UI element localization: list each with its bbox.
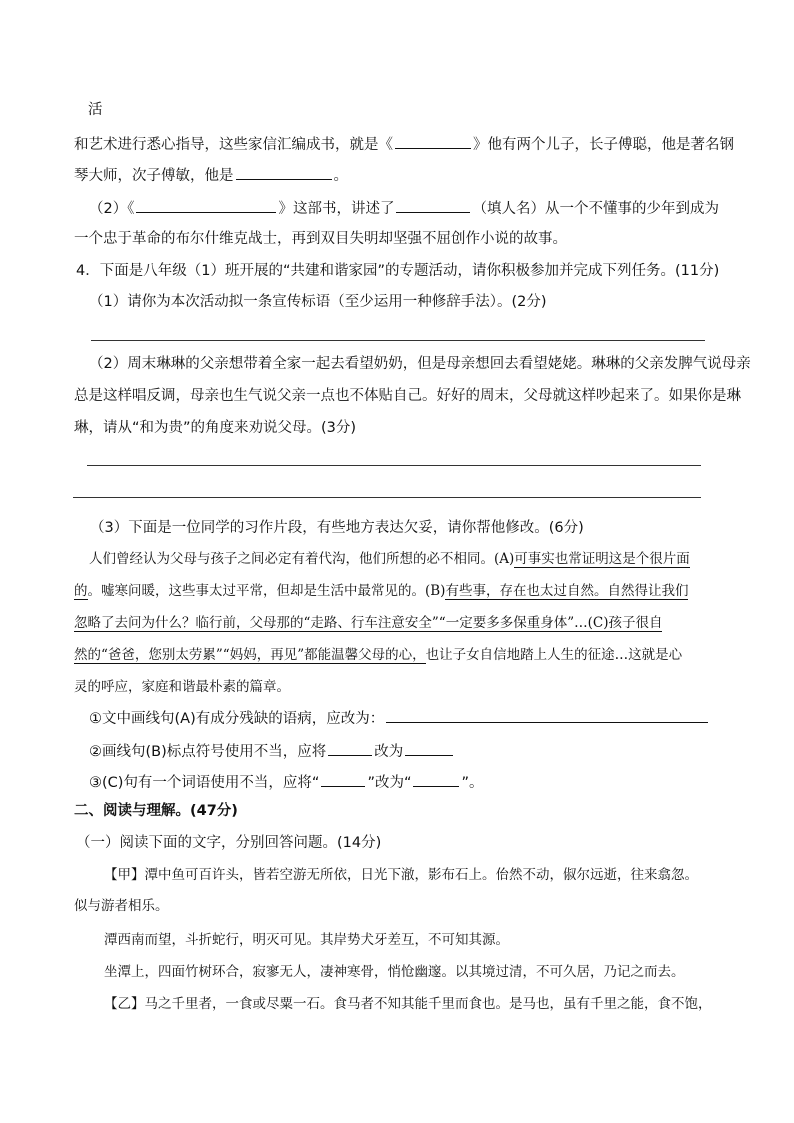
text-segment: ③(C)句有一个词语使用不当，应将“ (89, 775, 320, 791)
text-segment: 琴大师，次子傅敏，他是 (74, 168, 234, 184)
text-segment: （2）《 (89, 201, 135, 217)
answer-blank[interactable] (321, 771, 365, 787)
answer-blank[interactable] (413, 771, 459, 787)
answer-blank[interactable] (405, 740, 453, 756)
answer-blank[interactable] (136, 197, 276, 213)
section-title: 二、阅读与理解。(47分) (74, 803, 238, 819)
text-line (89, 740, 455, 762)
answer-line[interactable] (87, 465, 701, 466)
passage-line: 潭西南而望，斗折蛇行，明灭可见。其岸势犬牙差互，不可知其源。 (104, 932, 509, 948)
text-segment: 》他有两个儿子，长子傅聪，他是著名钢 (473, 137, 734, 153)
passage-line: 似与游者相乐。 (74, 898, 169, 914)
answer-line[interactable] (91, 340, 705, 341)
text-line: 总是这样唱反调，母亲也生气说父亲一点也不体贴自己。好好的周末，父母就这样吵起来了。如果你是琳 (74, 388, 741, 404)
text-segment: 和艺术进行悉心指导，这些家信汇编成书，就是《 (74, 137, 393, 153)
passage-line (74, 581, 688, 601)
underlined-sentence-b: 有些事，存在也太过自然。自然得让我们 (445, 583, 689, 599)
answer-blank[interactable] (396, 197, 470, 213)
text-segment: 》这部书，讲述了 (278, 201, 395, 217)
text-line: 一个忠于革命的布尔什维克战士，再到双目失明却坚强不屈创作小说的故事。 (74, 231, 567, 247)
text-segment: ①文中画线句(A)有成分残缺的语病，应改为： (89, 711, 385, 727)
text-line (74, 164, 348, 186)
answer-blank[interactable] (236, 164, 332, 180)
answer-line[interactable] (73, 497, 701, 498)
text-segment: （填人名）从一个不懂事的少年到成为 (472, 201, 719, 217)
text-line: （2）周末琳琳的父亲想带着全家一起去看望奶奶，但是母亲想回去看望姥姥。琳琳的父亲发脾气说母亲 (89, 356, 751, 372)
passage-line: 灵的呼应，家庭和谐最朴素的篇章。 (74, 679, 290, 695)
passage-line (89, 549, 690, 569)
underlined-sentence-b: 忽略了去问为什么？临行前，父母那的“走路、行车注意安全”“一定要多多保重身体”…(C) (74, 615, 609, 631)
text-segment: 改为 (374, 744, 404, 760)
text-line (74, 133, 734, 155)
underlined-sentence-c: 孩子很自 (608, 615, 663, 631)
text-line (89, 197, 719, 219)
text-segment: 也让子女自信地踏上人生的征途…这就是心 (425, 647, 683, 663)
question-part: （1）请你为本次活动拟一条宣传标语（至少运用一种修辞手法）。(2分) (89, 294, 547, 310)
question-part: （3）下面是一位同学的习作片段，有些地方表达欠妥，请你帮他修改。(6分) (90, 520, 584, 536)
text-segment: 。 (333, 168, 348, 184)
subsection-title: （一）阅读下面的文字，分别回答问题。(14分) (76, 835, 382, 851)
underlined-sentence-c: 然的“爸爸，您别太劳累”“妈妈，再见”都能温馨父母的心， (74, 647, 426, 663)
underlined-sentence-a: 的 (74, 583, 88, 599)
answer-blank[interactable] (328, 740, 372, 756)
text-line: 琳，请从“和为贵”的角度来劝说父母。(3分) (74, 420, 357, 436)
passage-line: 【甲】潭中鱼可百许头，皆若空游无所依，日光下澈，影布石上。佁然不动，俶尔远逝，往来翕忽。 (104, 867, 698, 883)
text-line (89, 771, 484, 793)
underlined-sentence-a: 可事实也常证明这是个很片面 (514, 551, 690, 567)
passage-line: 坐潭上，四面竹树环合，寂寥无人，凄神寒骨，悄怆幽邃。以其境过清，不可久居，乃记之而去。 (104, 964, 685, 980)
text-segment: ②画线句(B)标点符号使用不当，应将 (89, 744, 327, 760)
question-title: 4．下面是八年级（1）班开展的“共建和谐家园”的专题活动，请你积极参加并完成下列任务。(11分) (76, 263, 720, 279)
answer-blank[interactable] (386, 707, 708, 723)
text-line (89, 707, 710, 729)
text-segment: 人们曾经认为父母与孩子之间必定有着代沟，他们所想的必不相同。(A) (89, 551, 515, 567)
passage-line (74, 613, 662, 633)
passage-line (74, 645, 682, 665)
text-segment: 。嘘寒问暖，这些事太过平常，但却是生活中最常见的。(B) (87, 583, 446, 599)
passage-line: 【乙】马之千里者，一食或尽粟一石。食马者不知其能千里而食也。是马也，虽有千里之能，食不饱， (104, 996, 712, 1012)
text-segment: ”改为“ (367, 775, 412, 791)
text-line: 活 (88, 102, 103, 118)
text-segment: ”。 (461, 775, 484, 791)
answer-blank[interactable] (395, 133, 471, 149)
